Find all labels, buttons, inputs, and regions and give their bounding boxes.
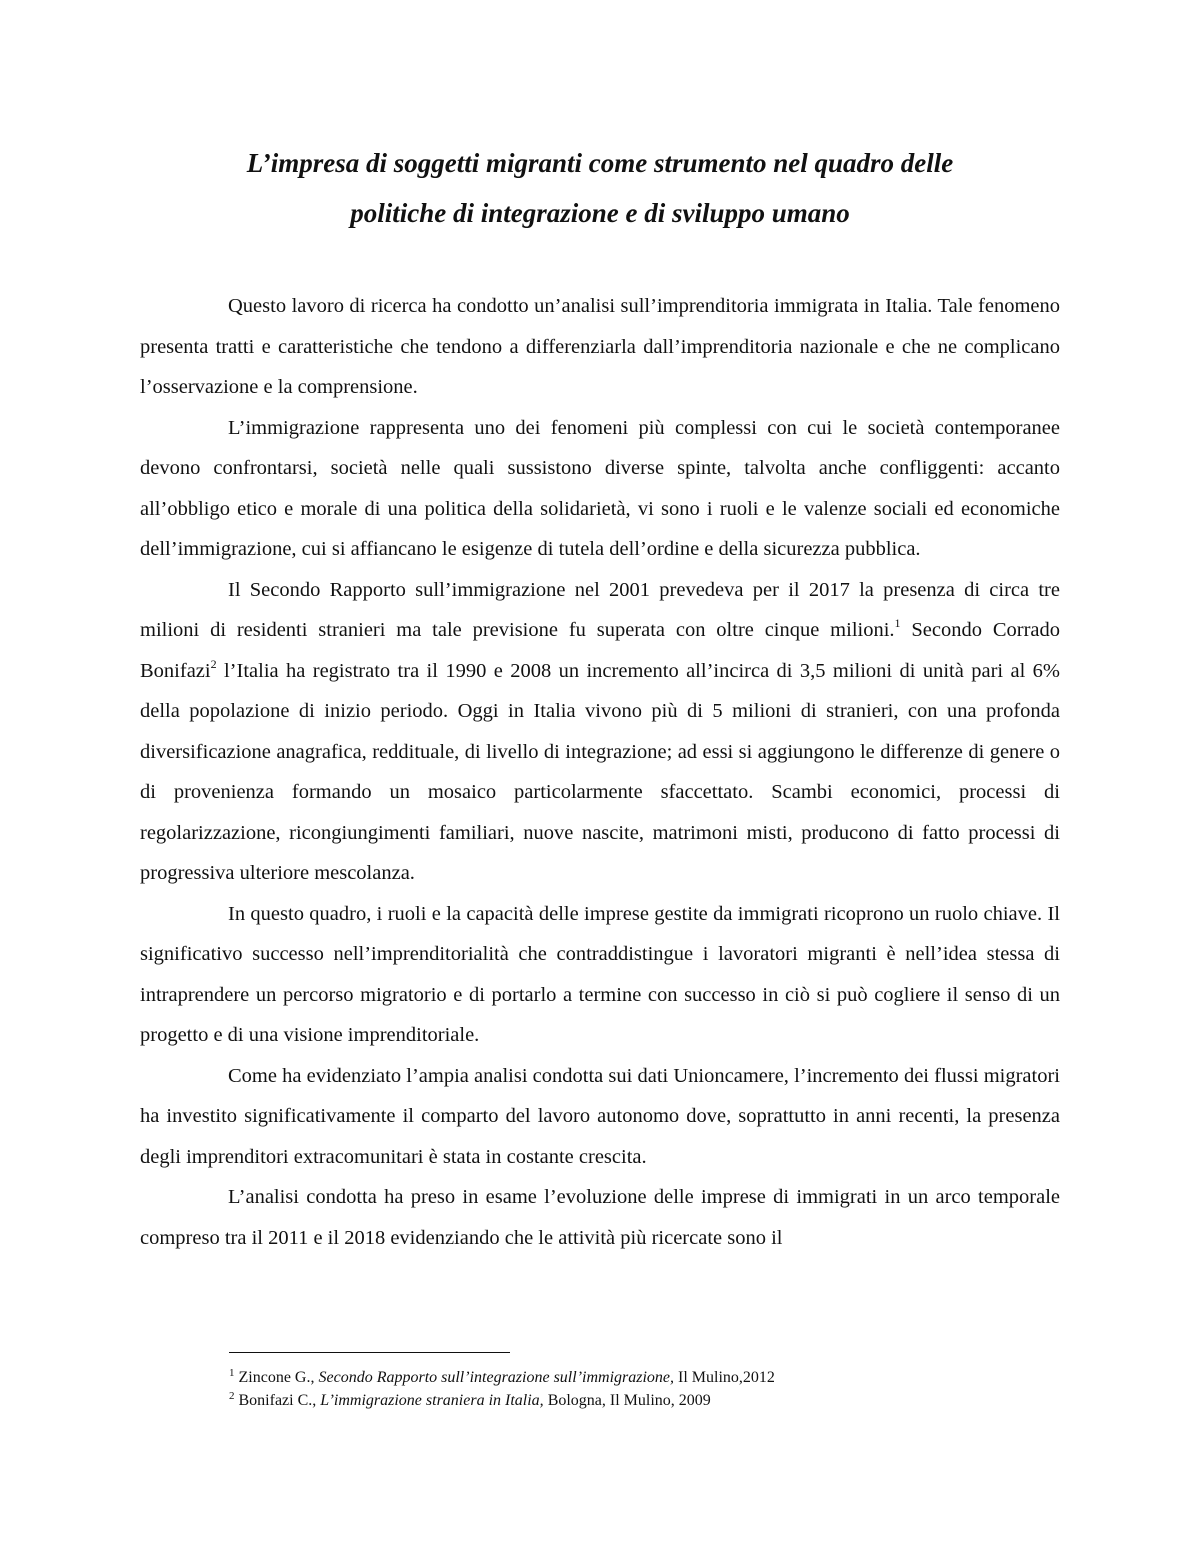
footnote-work-title: L’immigrazione straniera in Italia, [320,1392,544,1409]
paragraph-3-text-a: Il Secondo Rapporto sull’immigrazione nel 2001 prevedeva per il 2017 la presenza di circa tre milioni di residenti stranieri ma tale previsione fu superata con oltre cinque milioni. [140,578,1060,641]
footnote-ref-1: 1 [894,616,901,630]
footnote-marker: 2 [229,1390,235,1402]
paragraph-1: Questo lavoro di ricerca ha condotto un’analisi sull’imprenditoria immigrata in Italia. Tale fenomeno presenta tratti e caratteristiche che tendono a differenziarla dall’imprenditoria nazionale e che ne complicano l’osservazione e la comprensione. [140,295,1060,398]
footnote-author: Bonifazi C., [238,1392,317,1409]
footnote-2 [229,1389,1059,1412]
paragraph-3 [140,570,1060,894]
footnote-publisher: Bologna, Il Mulino, 2009 [547,1392,711,1409]
footnote-ref-2: 2 [210,656,217,671]
document-body [140,286,1060,1258]
footnote-1 [229,1366,1059,1389]
paragraph-4: In questo quadro, i ruoli e la capacità delle imprese gestite da immigrati ricoprono un ruolo chiave. Il significativo successo nell’imprenditorialità che contraddistingue i lavoratori migranti è nell’idea stessa di intraprendere un percorso migratorio e di portarlo a termine con successo in ciò si può cogliere il senso di un progetto e di una visione imprenditoriale. [140,902,1060,1046]
paragraph-6: L’analisi condotta ha preso in esame l’evoluzione delle imprese di immigrati in un arco temporale compreso tra il 2011 e il 2018 evidenziando che le attività più ricercate sono il [140,1186,1060,1249]
footnote-publisher: Il Mulino,2012 [678,1369,775,1386]
footnote-divider [229,1352,510,1353]
paragraph-5: Come ha evidenziato l’ampia analisi condotta sui dati Unioncamere, l’incremento dei flussi migratori ha investito significativamente il comparto del lavoro autonomo dove, soprattutto in anni recenti, la presenza degli imprenditori extracomunitari è stata in costante crescita. [140,1064,1060,1168]
title-line-1: L’impresa di soggetti migranti come strumento nel quadro delle [246,148,954,178]
paragraph-3-text-b: Secondo Corrado Bonifazi [140,619,1060,682]
paragraph-3-text-c: l’Italia ha registrato tra il 1990 e 2008 un incremento all’incirca di 3,5 milioni di unità pari al 6% della popolazione di inizio periodo. Oggi in Italia vivono più di 5 milioni di stranieri, con una profonda diversificazione anagrafica, reddituale, di livello di integrazione; ad essi si aggiungono le differenze di genere o di provenienza formando un mosaico particolarmente sfaccettato. Scambi economici, processi di regolarizzazione, ricongiungimenti familiari, nuove nascite, matrimoni misti, producono di fatto processi di progressiva ulteriore mescolanza. [140,659,1060,884]
footnote-author: Zincone G., [238,1369,315,1386]
footnotes [229,1366,1059,1412]
title-line-2: politiche di integrazione e di sviluppo umano [350,198,850,228]
footnote-work-title: Secondo Rapporto sull’integrazione sull’immigrazione, [318,1369,675,1386]
document-title [140,138,1060,238]
paragraph-2: L’immigrazione rappresenta uno dei fenomeni più complessi con cui le società contemporanee devono confrontarsi, società nelle quali sussistono diverse spinte, talvolta anche confliggenti: accanto all’obbligo etico e morale di una politica della solidarietà, vi sono i ruoli e le valenze sociali ed economiche dell’immigrazione, cui si affiancano le esigenze di tutela dell’ordine e della sicurezza pubblica. [140,416,1060,560]
footnote-marker: 1 [229,1367,235,1379]
